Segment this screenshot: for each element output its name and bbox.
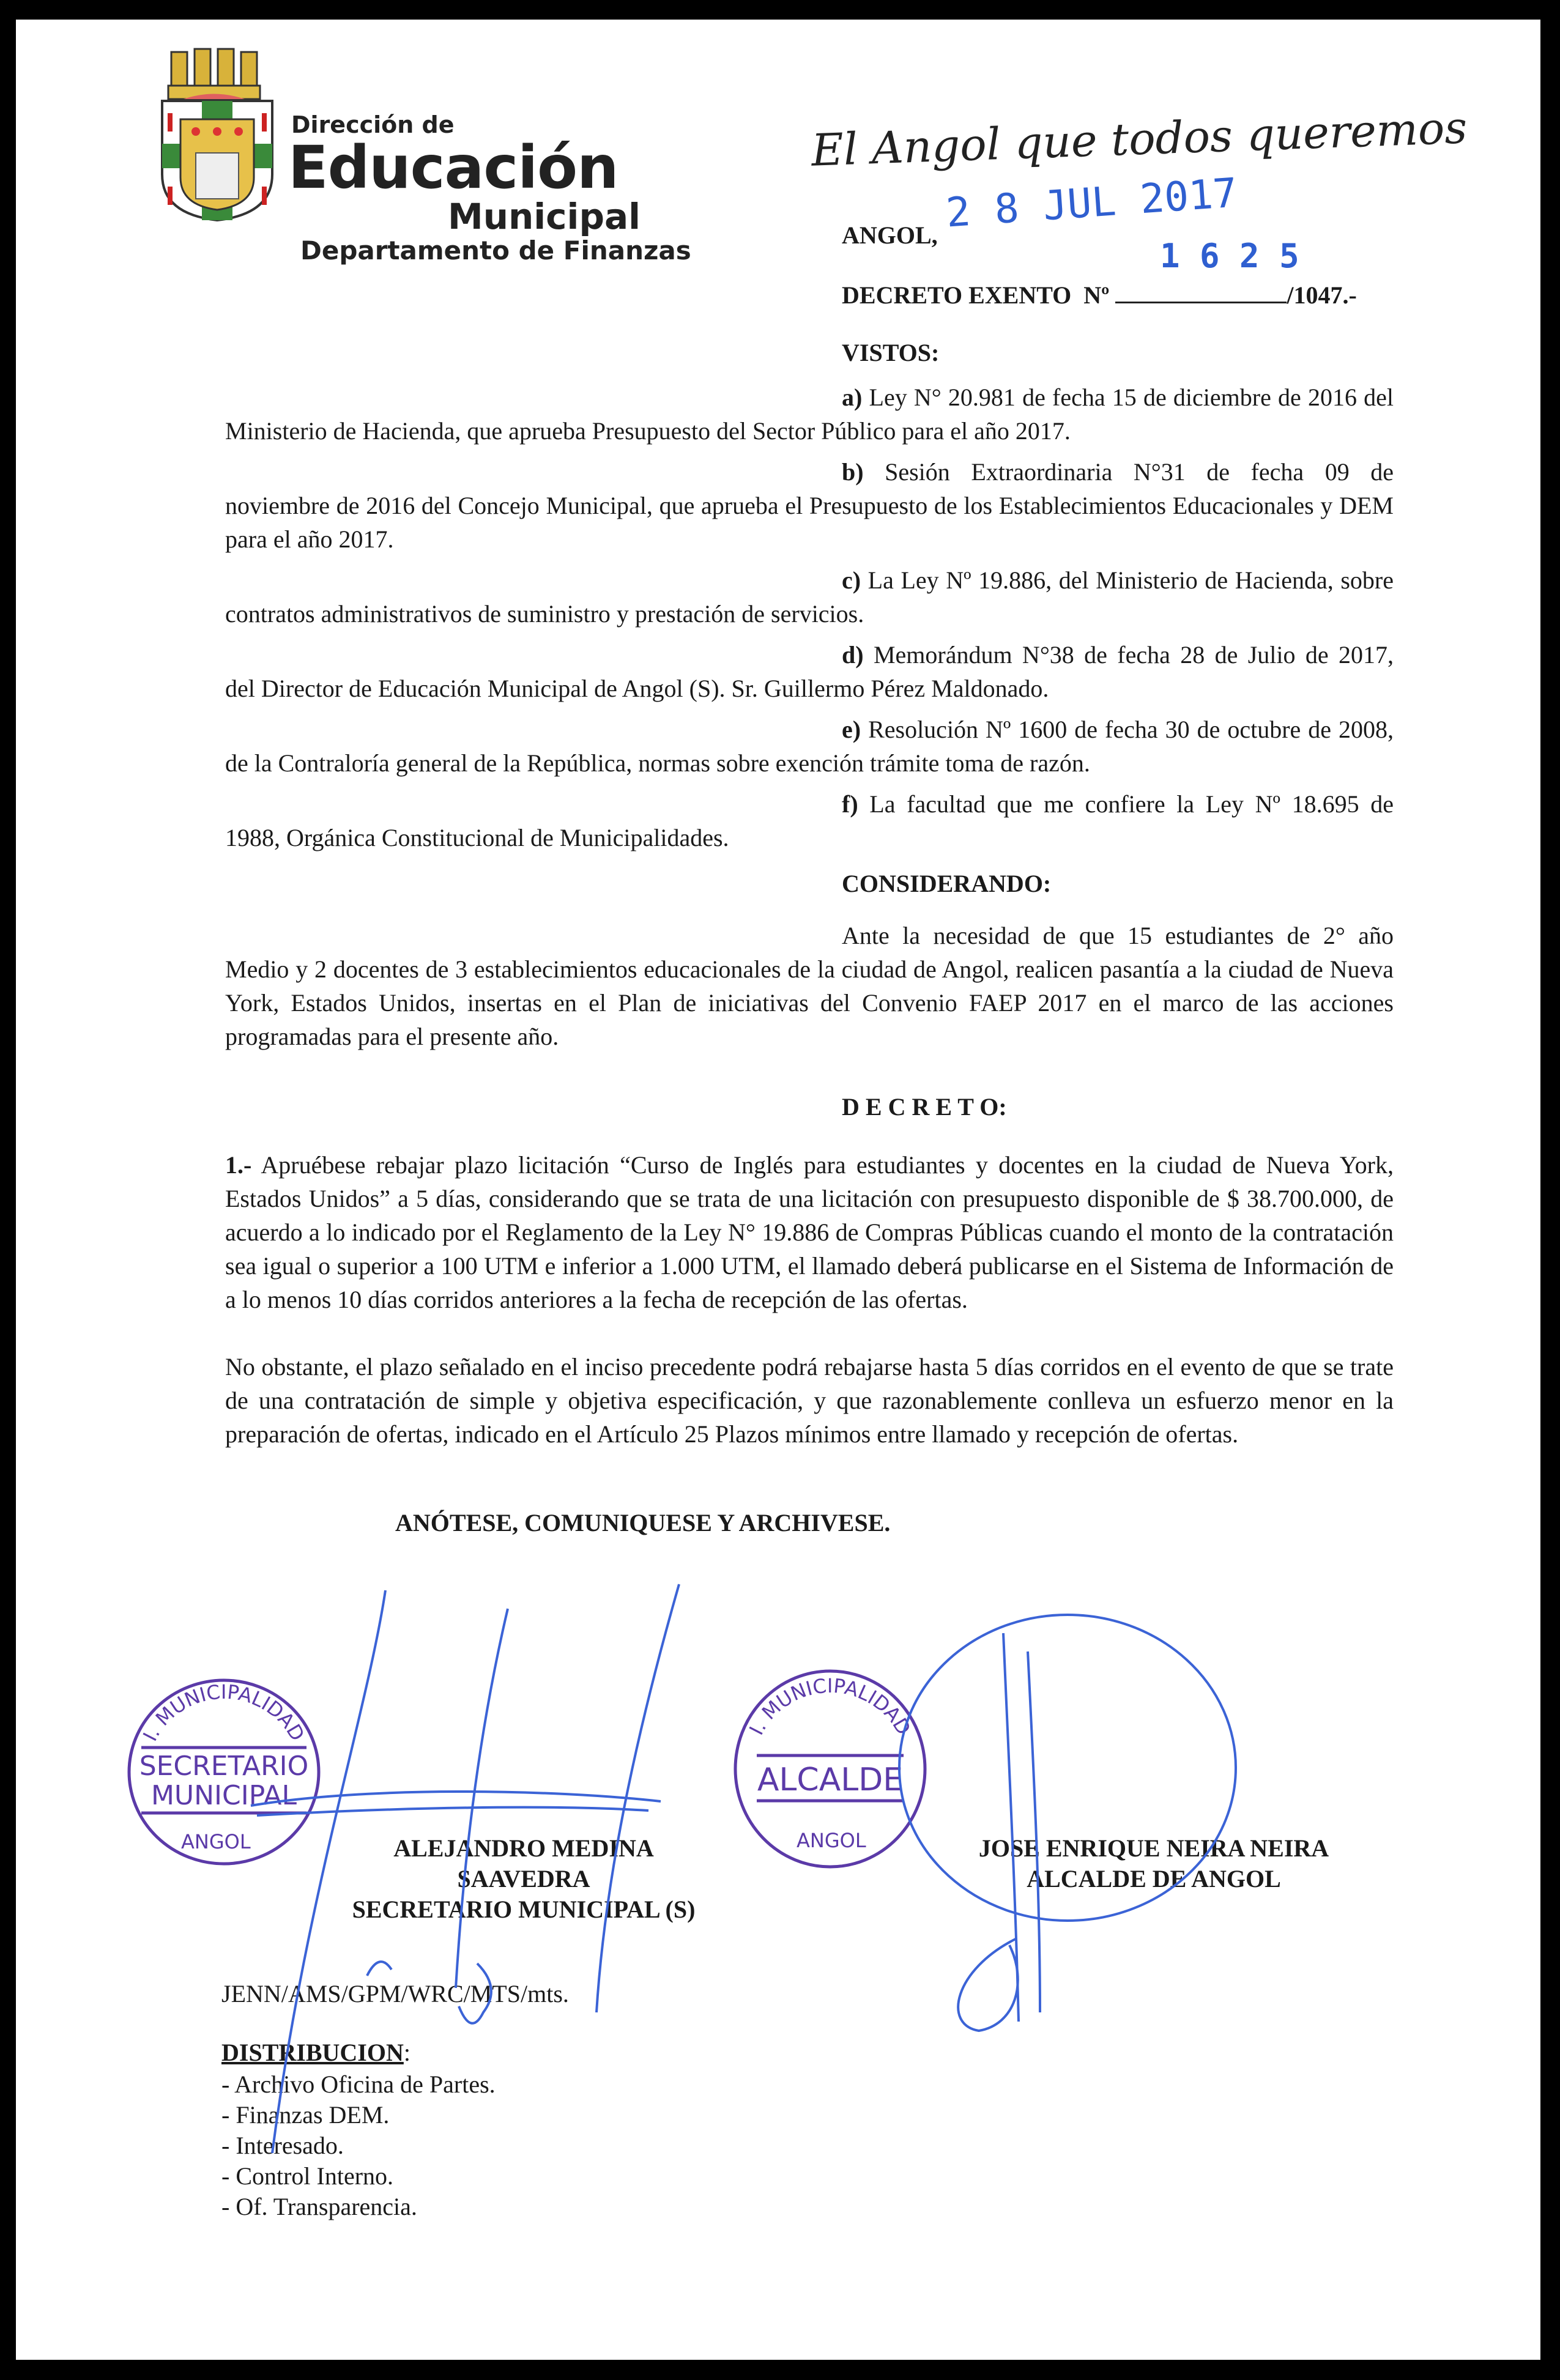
closing-formula: ANÓTESE, COMUNIQUESE Y ARCHIVESE. <box>395 1509 891 1537</box>
vistos-item-e: e) Resolución Nº 1600 de fecha 30 de octubre de 2008, de la Contraloría general de la República, normas sobre exención trámite toma de razón. <box>225 716 1394 777</box>
svg-text:ALCALDE: ALCALDE <box>757 1762 904 1798</box>
distribution-title: DISTRIBUCION <box>221 2039 404 2066</box>
decreto-paragraph-2: No obstante, el plazo señalado en el inciso precedente podrá rebajarse hasta 5 días corridos en el evento de que se trate de una contratación de simple y objetiva especificación, y que razonablemente conlleva un esfuerzo menor en la preparación de ofertas, indicado en el Artículo 25 Plazos mínimos entre llamado y recepción de ofertas. <box>225 1353 1394 1448</box>
date-stamp: 2 8 JUL 2017 <box>944 169 1239 237</box>
svg-text:I. MUNICIPALIDAD: I. MUNICIPALIDAD <box>138 1680 310 1745</box>
distribution-item: - Finanzas DEM. <box>221 2101 390 2129</box>
distribution-item: - Interesado. <box>221 2132 344 2159</box>
distribution-item: - Archivo Oficina de Partes. <box>221 2070 496 2098</box>
left-signatory-title: SECRETARIO MUNICIPAL (S) <box>352 1896 696 1923</box>
decreto-item-1: 1.- Apruébese rebajar plazo licitación “Curso de Inglés para estudiantes y docentes en la ciudad de Nueva York, Estados Unidos” a 5 días, considerando que se trata de una licitación con presupuesto disponible de $ 38.700.000, de acuerdo a lo indicado por el Reglamento de la Ley N° 19.886 de Compras Públicas cuando el monto de la contratación sea igual o superior a 100 UTM e inferior a 1.000 UTM, el llamado deberá publicarse en el Sistema de Información de a lo menos 10 días corridos anteriores a la fecha de recepción de las ofertas. <box>225 1151 1394 1313</box>
decree-label: DECRETO EXENTO Nº <box>842 281 1110 309</box>
svg-text:ANGOL: ANGOL <box>797 1829 866 1852</box>
considerando-text: Ante la necesidad de que 15 estudiantes de 2° año Medio y 2 docentes de 3 establecimientos educacionales de la ciudad de Angol, realicen pasantía a la ciudad de Nueva York, Estados Unidos, insertas en el Plan de iniciativas del Convenio FAEP 2017 en el marco de las acciones programadas para el presente año. <box>225 922 1394 1050</box>
decree-number-stamp: 1 6 2 5 <box>1160 237 1299 275</box>
vistos-item-a: a) Ley N° 20.981 de fecha 15 de diciembre de 2016 del Ministerio de Hacienda, que aprueba Presupuesto del Sector Público para el año 2017. <box>225 384 1394 445</box>
svg-text:ANGOL: ANGOL <box>181 1830 251 1853</box>
vistos-item-f: f) La facultad que me confiere la Ley Nº 18.695 de 1988, Orgánica Constitucional de Municipalidades. <box>225 790 1394 851</box>
vistos-item-c: c) La Ley Nº 19.886, del Ministerio de Hacienda, sobre contratos administrativos de suministro y prestación de servicios. <box>225 566 1394 628</box>
org-line-3: Municipal <box>448 196 641 237</box>
right-signatory-title: ALCALDE DE ANGOL <box>1027 1865 1281 1893</box>
org-line-4: Departamento de Finanzas <box>300 235 691 265</box>
svg-text:MUNICIPAL: MUNICIPAL <box>150 1780 297 1811</box>
org-line-1: Dirección de <box>291 111 455 138</box>
place-label: ANGOL, <box>842 221 938 249</box>
distribution-item: - Of. Transparencia. <box>221 2193 417 2220</box>
left-signature <box>251 1584 679 2153</box>
right-signature <box>899 1615 1236 2031</box>
right-signatory-name: JOSE ENRIQUE NEIRA NEIRA <box>978 1834 1329 1862</box>
decreto-title: D E C R E T O: <box>842 1093 1007 1121</box>
vistos-title: VISTOS: <box>842 339 940 366</box>
org-line-2: Educación <box>288 133 618 202</box>
svg-text:I. MUNICIPALIDAD: I. MUNICIPALIDAD <box>745 1674 916 1739</box>
vistos-item-b: b) Sesión Extraordinaria N°31 de fecha 09 de noviembre de 2016 del Concejo Municipal, que aprueba el Presupuesto de los Establecimientos Educacionales y DEM para el año 2017. <box>225 458 1394 553</box>
document-page <box>16 20 1540 2360</box>
initials-reference: JENN/AMS/GPM/WRC/MTS/mts. <box>221 1980 569 2007</box>
slogan: El Angol que todos queremos <box>810 102 1468 176</box>
distribution: DISTRIBUCION: - Archivo Oficina de Partes. - Finanzas DEM. - Interesado. - Control Interno. - Of. Transparencia. <box>221 2036 496 2222</box>
considerando-title: CONSIDERANDO: <box>842 870 1052 897</box>
decree-suffix: /1047.- <box>1287 281 1357 309</box>
distribution-item: - Control Interno. <box>221 2162 394 2190</box>
svg-text:SECRETARIO: SECRETARIO <box>139 1751 309 1782</box>
vistos-item-d: d) Memorándum N°38 de fecha 28 de Julio de 2017, del Director de Educación Municipal de Angol (S). Sr. Guillermo Pérez Maldonado. <box>225 641 1394 702</box>
left-signatory-name: ALEJANDRO MEDINA SAAVEDRA <box>393 1834 654 1893</box>
